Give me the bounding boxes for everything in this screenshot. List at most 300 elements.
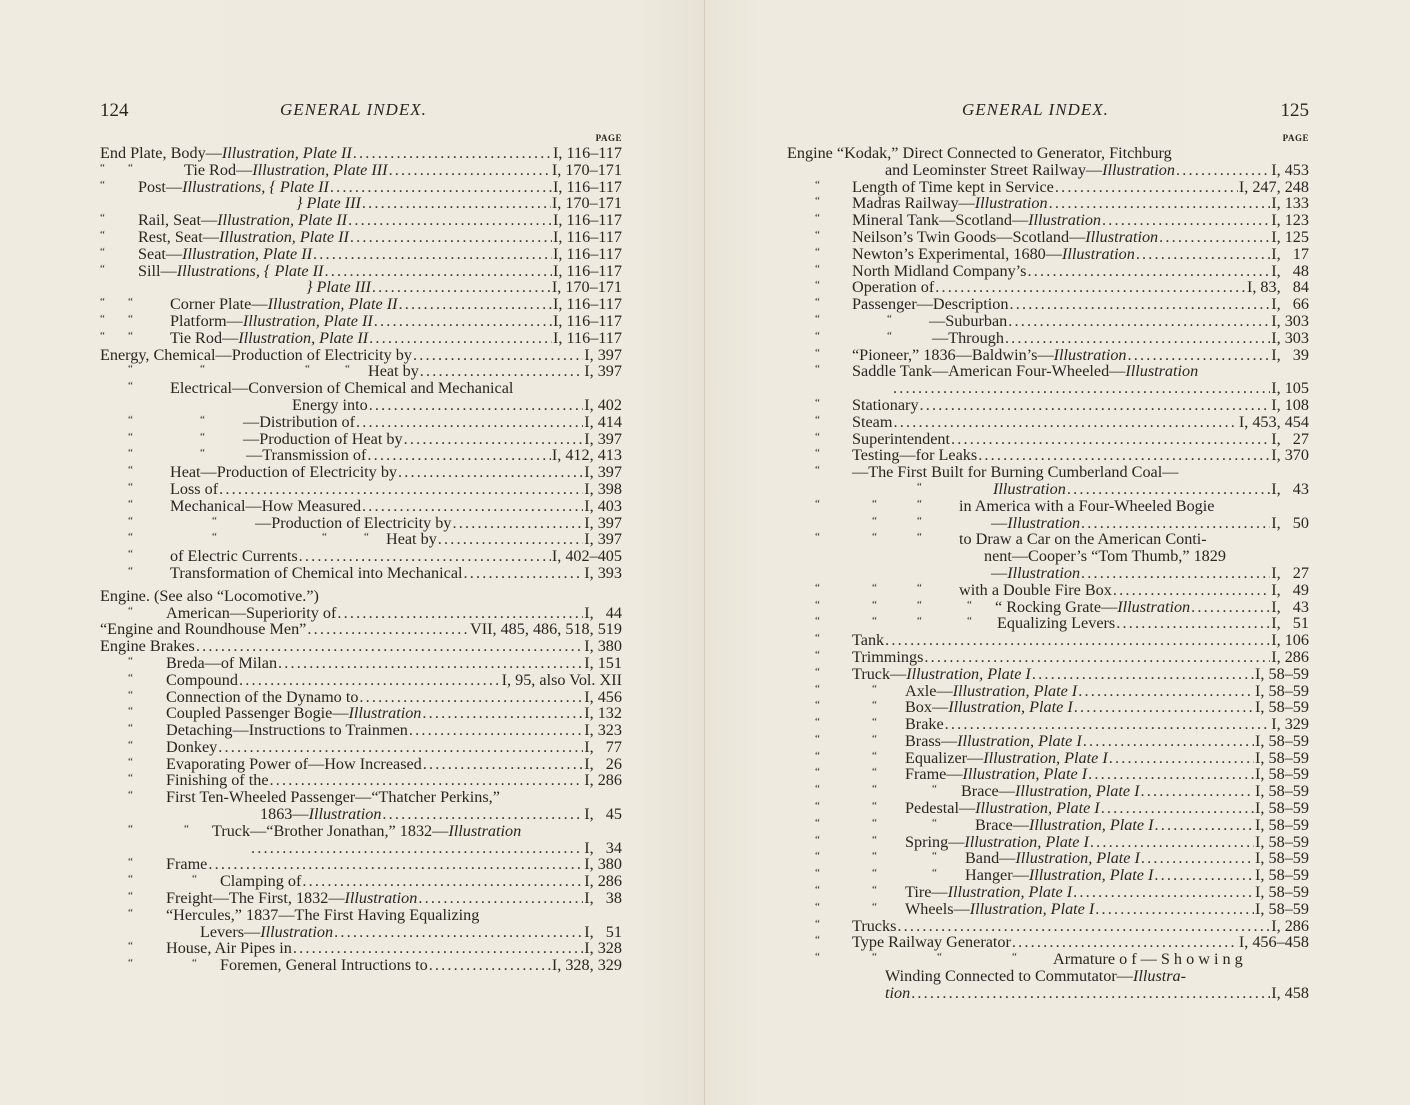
page-reference: I, 44 [584, 603, 622, 622]
entry-text: Coupled Passenger Bogie—Illustration [166, 704, 422, 723]
entry-text: Axle—Illustration, Plate I [905, 681, 1078, 700]
entry-text: Heat by [386, 530, 437, 549]
page-reference: I, 414 [584, 412, 622, 431]
leader-dots [313, 246, 552, 263]
leader-dots [337, 605, 583, 622]
index-entry [787, 431, 1309, 448]
leader-dots [302, 873, 583, 890]
ditto-mark: “ [128, 564, 133, 577]
entry-italic: Illustration [1085, 227, 1159, 246]
ditto-mark: “ [917, 598, 922, 611]
page-reference: I, 43 [1271, 597, 1309, 616]
entry-italic: Illustration [260, 922, 334, 941]
index-entry [787, 599, 1309, 616]
leader-dots [1191, 599, 1270, 616]
page-reference: I, 51 [1271, 614, 1309, 633]
page-reference: I, 456–458 [1238, 933, 1309, 952]
index-entry [100, 840, 622, 857]
leader-dots [356, 414, 583, 431]
index-entry [100, 431, 622, 448]
ditto-mark: “ [815, 430, 820, 443]
entry-text: Winding Connected to Commutator—Illustra- [885, 967, 1187, 986]
leader-dots [1159, 229, 1270, 246]
ditto-mark: “ [815, 262, 820, 275]
page-number: 125 [1280, 100, 1309, 121]
leader-dots [1049, 195, 1271, 212]
leader-dots [372, 279, 551, 296]
page-reference: I, 170–171 [551, 194, 622, 213]
page-reference: I, 380 [584, 855, 622, 874]
page-reference: I, 397 [584, 513, 622, 532]
index-entry [787, 683, 1309, 700]
index-entry [100, 296, 622, 313]
index-entry [787, 531, 1309, 548]
page-reference: I, 286 [584, 771, 622, 790]
entry-text: Madras Railway—Illustration [852, 194, 1048, 213]
index-entry [787, 397, 1309, 414]
ditto-mark: “ [815, 531, 820, 544]
entry-text: Stationary [852, 395, 919, 414]
left-running-head [100, 100, 622, 122]
entry-text: “Hercules,” 1837—The First Having Equalizing [166, 905, 480, 924]
index-entry [100, 279, 622, 296]
page-reference: I, 116–117 [553, 295, 622, 314]
ditto-mark: “ [815, 296, 820, 309]
ditto-mark: “ [815, 867, 820, 880]
index-entry [787, 918, 1309, 935]
index-entry [787, 162, 1309, 179]
entry-text: —The First Built for Burning Cumberland Coal— [852, 463, 1179, 482]
entry-text: Tank [852, 631, 885, 650]
leader-dots [362, 195, 551, 212]
ditto-mark: “ [815, 581, 820, 594]
index-entry [787, 867, 1309, 884]
entry-text: Heat—Production of Electricity by [170, 463, 398, 482]
ditto-mark: “ [887, 329, 892, 342]
ditto-mark: “ [128, 363, 133, 376]
entry-text: Rest, Seat—Illustration, Plate II [138, 227, 349, 246]
index-entry [100, 447, 622, 464]
entry-text [306, 279, 371, 296]
entry-italic: Illustration, Plate I [1028, 815, 1154, 834]
entry-text: Box—Illustration, Plate I [905, 698, 1073, 717]
entry-text: “Pioneer,” 1836—Baldwin’s—Illustration [852, 345, 1127, 364]
index-entry [100, 565, 622, 582]
ditto-mark: “ [872, 884, 877, 897]
page-reference: I, 133 [1271, 194, 1309, 213]
page-reference: I, 458 [1271, 983, 1309, 1002]
index-entry [100, 464, 622, 481]
index-entry [787, 498, 1309, 515]
index-entry [787, 733, 1309, 750]
page-reference: I, 393 [584, 563, 622, 582]
entry-italic: Illustration [1007, 563, 1081, 582]
ditto-mark: “ [128, 772, 133, 785]
ditto-mark: “ [128, 738, 133, 751]
page-reference: I, 453 [1271, 160, 1309, 179]
page-reference: I, 116–117 [553, 144, 622, 162]
ditto-mark: “ [872, 598, 877, 611]
entry-text: Length of Time kept in Service [852, 177, 1054, 196]
index-entry [100, 229, 622, 246]
ditto-mark: “ [192, 957, 197, 970]
leader-dots [270, 772, 584, 789]
entry-text: —Suburban [929, 311, 1008, 330]
entry-text: —Production of Heat by [243, 429, 403, 448]
leader-dots [924, 649, 1270, 666]
leader-dots [307, 621, 469, 638]
leader-dots [369, 397, 584, 414]
leader-dots [423, 756, 583, 773]
page-reference: I, 58–59 [1255, 883, 1309, 902]
page-reference: I, 58–59 [1255, 849, 1309, 868]
ditto-mark: “ [815, 363, 820, 376]
entry-italic: Illustration, Plate II [242, 311, 373, 330]
ditto-mark: “ [872, 514, 877, 527]
index-entry [100, 957, 622, 974]
ditto-mark: “ [815, 228, 820, 241]
entry-text: to Draw a Car on the American Conti- [959, 530, 1207, 549]
index-entry [100, 621, 622, 638]
leader-dots [350, 229, 552, 246]
index-entry [100, 313, 622, 330]
index-entry [100, 823, 622, 840]
page-reference: I, 58–59 [1255, 664, 1309, 683]
leader-dots [1027, 263, 1270, 280]
leader-dots [196, 638, 583, 655]
leader-dots [897, 918, 1270, 935]
page-reference: I, 106 [1271, 631, 1309, 650]
page-reference: I, 105 [1271, 379, 1309, 398]
entry-italic: Illustrations, { Plate II [182, 177, 329, 196]
index-entry [100, 363, 622, 380]
leader-dots [1081, 565, 1270, 582]
page-reference: I, 125 [1271, 227, 1309, 246]
leader-dots [951, 431, 1270, 448]
leader-dots [1109, 750, 1254, 767]
page-reference: I, 116–117 [553, 328, 622, 347]
index-entry [100, 179, 622, 196]
entry-text: Engine. (See also “Locomotive.”) [100, 586, 319, 605]
page-reference: I, 58–59 [1255, 832, 1309, 851]
ditto-mark: “ [128, 940, 133, 953]
ditto-mark: “ [917, 480, 922, 493]
ditto-mark: “ [917, 615, 922, 628]
ditto-mark: “ [1012, 951, 1017, 964]
index-entry [787, 263, 1309, 280]
entry-italic: Illustration, Plate I [1014, 782, 1140, 801]
leader-dots [420, 363, 583, 380]
ditto-mark: “ [815, 732, 820, 745]
entry-text: North Midland Company’s [852, 261, 1027, 280]
page-reference: I, 116–117 [553, 211, 622, 230]
ditto-mark: “ [100, 178, 105, 191]
page-reference: I, 77 [584, 737, 622, 756]
index-entry [787, 750, 1309, 767]
index-entry [100, 263, 622, 280]
leader-dots [429, 957, 551, 974]
index-entry [100, 722, 622, 739]
ditto-mark: “ [815, 716, 820, 729]
page-reference: I, 397 [584, 429, 622, 448]
ditto-mark: “ [815, 312, 820, 325]
page-number: 124 [100, 100, 129, 121]
ditto-mark: “ [815, 497, 820, 510]
index-entry [100, 924, 622, 941]
entry-italic: Illustration [1007, 513, 1081, 532]
index-entry [100, 212, 622, 229]
ditto-mark: “ [128, 957, 133, 970]
page-reference: I, 303 [1271, 328, 1309, 347]
entry-text: Engine “Kodak,” Direct Connected to Generator, Fitchburg [787, 144, 1172, 162]
leader-dots [208, 856, 583, 873]
ditto-mark: “ [967, 615, 972, 628]
ditto-mark: “ [128, 705, 133, 718]
ditto-mark: “ [872, 615, 877, 628]
entry-text: American—Superiority of [166, 603, 337, 622]
index-entry [100, 739, 622, 756]
entry-italic: Illustration [993, 479, 1066, 498]
ditto-mark: “ [128, 413, 133, 426]
entry-text: —Production of Electricity by [255, 513, 452, 532]
leader-dots [1095, 901, 1254, 918]
entry-italic: Illustration [308, 805, 382, 824]
index-entry [787, 716, 1309, 733]
entry-text [296, 195, 361, 212]
leader-dots [885, 632, 1270, 649]
leader-dots [330, 179, 552, 196]
entry-text: Rail, Seat—Illustration, Plate II [138, 211, 348, 230]
page-reference: I, 170–171 [551, 160, 622, 179]
leader-dots [920, 397, 1271, 414]
leader-dots [1154, 867, 1254, 884]
index-entry [787, 934, 1309, 951]
index-entry [787, 783, 1309, 800]
index-entry [787, 313, 1309, 330]
page-reference: I, 58–59 [1255, 748, 1309, 767]
ditto-mark: “ [322, 531, 327, 544]
entry-text: Frame [166, 855, 208, 874]
entry-italic: } Plate III [306, 278, 371, 297]
leader-dots [935, 279, 1246, 296]
entry-text: Wheels—Illustration, Plate I [905, 899, 1095, 918]
entry-italic: Illustration, Plate I [1015, 849, 1140, 868]
entry-text: Trucks [852, 916, 897, 935]
ditto-mark: “ [128, 789, 133, 802]
index-entry [787, 834, 1309, 851]
leader-dots [1136, 246, 1270, 263]
ditto-mark: “ [128, 531, 133, 544]
leader-dots [438, 531, 583, 548]
page-reference: I, 48 [1271, 261, 1309, 280]
entry-text [885, 985, 910, 1002]
index-entry [100, 498, 622, 515]
leader-dots [978, 447, 1270, 464]
index-entry [100, 873, 622, 890]
leader-dots [1055, 179, 1238, 196]
ditto-mark: “ [128, 380, 133, 393]
page-reference: I, 151 [584, 653, 622, 672]
leader-dots [1116, 615, 1270, 632]
entry-text: Clamping of [220, 872, 302, 891]
ditto-mark: “ [815, 212, 820, 225]
index-entry [787, 296, 1309, 313]
entry-text: Energy, Chemical—Production of Electricity by [100, 345, 412, 364]
index-entry [787, 179, 1309, 196]
leader-dots [413, 347, 583, 364]
entry-text: Operation of [852, 278, 935, 297]
leader-dots [374, 313, 552, 330]
entry-text: Truck—Illustration, Plate I [852, 664, 1031, 683]
entry-text: Neilson’s Twin Goods—Scotland—Illustration [852, 227, 1159, 246]
index-entry [100, 907, 622, 924]
entry-text [993, 481, 1066, 498]
ditto-mark: “ [815, 917, 820, 930]
ditto-mark: “ [200, 447, 205, 460]
index-entry [787, 195, 1309, 212]
ditto-mark: “ [100, 329, 105, 342]
index-entry [787, 968, 1309, 985]
page-reference: I, 116–117 [553, 261, 622, 280]
leader-dots [1141, 850, 1254, 867]
leader-dots [362, 498, 583, 515]
ditto-mark: “ [815, 178, 820, 191]
ditto-mark: “ [815, 850, 820, 863]
page-reference: I, 17 [1271, 244, 1309, 263]
index-entry [100, 548, 622, 565]
leader-dots [218, 739, 583, 756]
ditto-mark: “ [815, 464, 820, 477]
ditto-mark: “ [100, 161, 105, 174]
entry-italic: Illustration [974, 194, 1048, 213]
entry-text: Mineral Tank—Scotland—Illustration [852, 211, 1102, 230]
index-entry [787, 800, 1309, 817]
page-reference: I, 27 [1271, 563, 1309, 582]
leader-dots [1005, 330, 1270, 347]
index-entry [787, 649, 1309, 666]
ditto-mark: “ [128, 548, 133, 561]
entry-text: Tie Rod—Illustration, Plate II [170, 328, 369, 347]
ditto-mark: “ [128, 480, 133, 493]
entry-italic: Illustration [1028, 211, 1102, 230]
page-reference: I, 58–59 [1255, 899, 1309, 918]
page-reference: I, 39 [1271, 345, 1309, 364]
entry-text: Steam [852, 412, 893, 431]
ditto-mark: “ [128, 654, 133, 667]
index-entry [100, 330, 622, 347]
entry-italic: Illustration, Plate I [975, 799, 1100, 818]
entry-text: Type Railway Generator [852, 933, 1011, 952]
ditto-mark: “ [872, 497, 877, 510]
ditto-mark: “ [872, 800, 877, 813]
ditto-mark: “ [815, 766, 820, 779]
entry-text: First Ten-Wheeled Passenger—“Thatcher Perkins,” [166, 788, 500, 807]
ditto-mark: “ [815, 934, 820, 947]
ditto-mark: “ [937, 951, 942, 964]
ditto-mark: “ [872, 581, 877, 594]
index-entry [100, 705, 622, 722]
ditto-mark: “ [128, 312, 133, 325]
page-reference: I, 453, 454 [1238, 412, 1309, 431]
leader-dots [293, 940, 583, 957]
ditto-mark: “ [815, 632, 820, 645]
entry-italic: Illustration, Plate I [983, 748, 1108, 767]
ditto-mark: “ [128, 329, 133, 342]
running-title: GENERAL INDEX. [280, 100, 427, 119]
entry-text: Trimmings [852, 647, 924, 666]
entry-text: Sill—Illustrations, { Plate II [138, 261, 324, 280]
index-entry [787, 817, 1309, 834]
index-entry [787, 515, 1309, 532]
entry-text: Transformation of Chemical into Mechanical [170, 563, 463, 582]
page-reference: I, 397 [584, 530, 622, 549]
entry-text: Armature o f — S h o w i n g [1053, 950, 1243, 969]
page-reference: I, 51 [584, 922, 622, 941]
index-entry [787, 145, 1309, 162]
ditto-mark: “ [815, 245, 820, 258]
entry-text: “ Rocking Grate—Illustration [995, 597, 1191, 616]
entry-text: Brace—Illustration, Plate I [975, 815, 1154, 834]
page-reference: I, 329 [1271, 715, 1309, 734]
ditto-mark: “ [932, 850, 937, 863]
page-reference: I, 116–117 [553, 311, 622, 330]
entry-text: Band—Illustration, Plate I [965, 849, 1140, 868]
entry-text: Newton’s Experimental, 1680—Illustration [852, 244, 1135, 263]
page-reference: I, 58–59 [1255, 782, 1309, 801]
entry-text: Platform—Illustration, Plate II [170, 311, 373, 330]
ditto-mark: “ [128, 873, 133, 886]
page-reference: I, 123 [1271, 211, 1309, 230]
ditto-mark: “ [364, 531, 369, 544]
leader-dots [893, 414, 1237, 431]
leader-dots [1176, 162, 1270, 179]
index-entry [100, 397, 622, 414]
ditto-mark: “ [815, 951, 820, 964]
index-entry [100, 789, 622, 806]
ditto-mark: “ [100, 262, 105, 275]
ditto-mark: “ [887, 312, 892, 325]
ditto-mark: “ [815, 396, 820, 409]
leader-dots [299, 548, 551, 565]
page-reference: I, 58–59 [1255, 815, 1309, 834]
ditto-mark: “ [932, 783, 937, 796]
leader-dots [399, 296, 553, 313]
page-reference: I, 66 [1271, 295, 1309, 314]
index-entry [100, 195, 622, 212]
page-reference: I, 26 [584, 754, 622, 773]
entry-text: Equalizing Levers [997, 614, 1116, 633]
page-column-label: PAGE [1282, 133, 1309, 143]
entry-text: Electrical—Conversion of Chemical and Mechanical [170, 379, 514, 398]
ditto-mark: “ [200, 430, 205, 443]
entry-text: Connection of the Dynamo to [166, 687, 359, 706]
leader-dots [398, 464, 583, 481]
leader-dots [1073, 884, 1254, 901]
page-reference: I, 58–59 [1255, 681, 1309, 700]
ditto-mark: “ [100, 212, 105, 225]
page-reference: I, 170–171 [551, 278, 622, 297]
ditto-mark: “ [815, 346, 820, 359]
index-entry [787, 850, 1309, 867]
index-entry [787, 481, 1309, 498]
entry-text: Detaching—Instructions to Trainmen [166, 721, 408, 740]
leader-dots [382, 806, 583, 823]
index-entry [100, 638, 622, 655]
page-reference: I, 58–59 [1255, 799, 1309, 818]
leader-dots [1008, 313, 1270, 330]
ditto-mark: “ [128, 906, 133, 919]
leader-dots [911, 985, 1270, 1002]
